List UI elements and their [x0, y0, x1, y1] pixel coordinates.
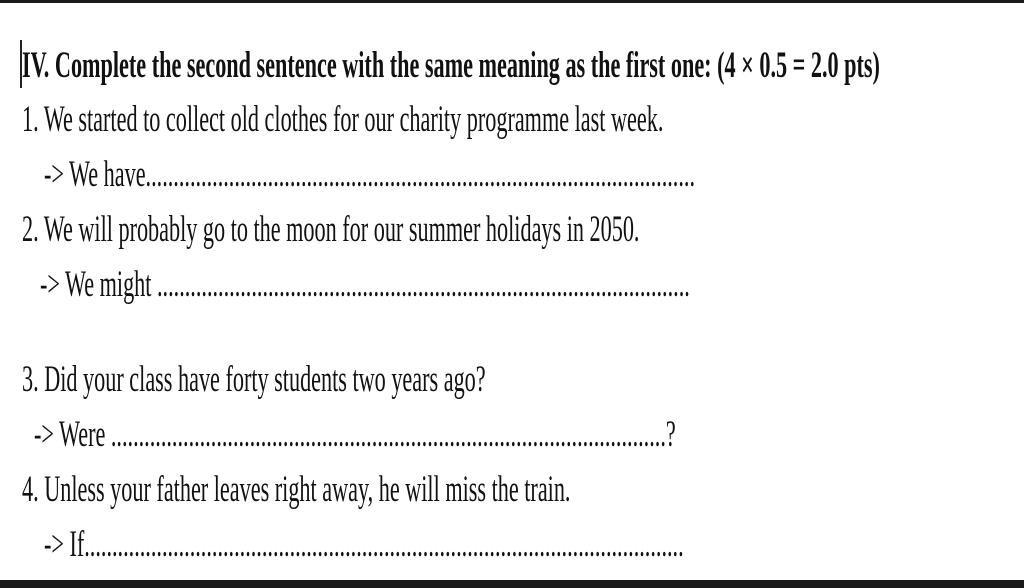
- bottom-border: [0, 580, 1024, 588]
- question-3-answer-line[interactable]: -> Were ....................................................................................................?: [34, 414, 676, 455]
- top-border: [0, 0, 1024, 3]
- question-4-answer-line[interactable]: -> If............................................................................................................: [44, 524, 684, 565]
- question-1-prompt: 1. We started to collect old clothes for our charity programme last week.: [22, 99, 664, 140]
- question-1-answer-line[interactable]: -> We have...................................................................................................: [44, 154, 695, 195]
- question-4-prompt: 4. Unless your father leaves right away, he will miss the train.: [22, 469, 571, 510]
- section-heading: IV. Complete the second sentence with the same meaning as the first one: (4 × 0.5 = 2.0 pts): [22, 45, 880, 86]
- question-3-prompt: 3. Did your class have forty students two years ago?: [22, 359, 486, 400]
- question-2-answer-line[interactable]: -> We might ................................................................................................: [40, 264, 690, 305]
- question-2-prompt: 2. We will probably go to the moon for our summer holidays in 2050.: [22, 209, 640, 250]
